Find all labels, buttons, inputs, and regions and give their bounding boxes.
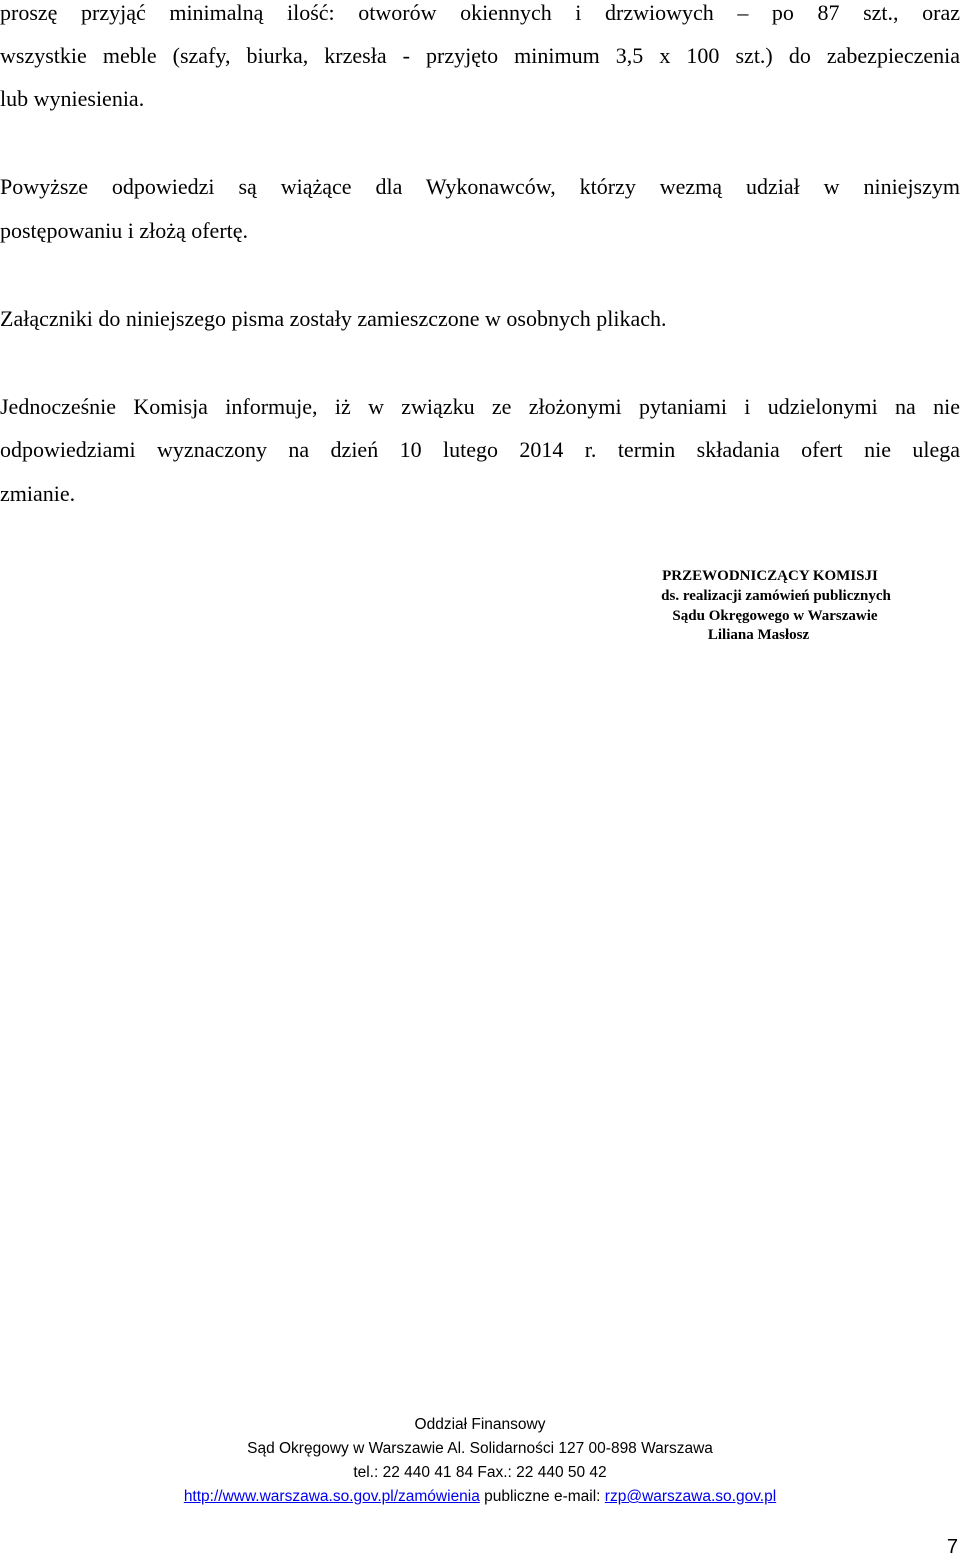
email-link[interactable]: rzp@warszawa.so.gov.pl bbox=[604, 1488, 777, 1505]
body-line: Powyższe odpowiedzi są wiążące dla Wykonawców, którzy wezmą udział w niniejszym bbox=[0, 174, 960, 199]
body-line: wszystkie meble (szafy, biurka, krzesła - przyjęto minimum 3,5 x 100 szt.) do zabezpieczenia bbox=[0, 43, 960, 68]
signature-name: Liliana Masłosz bbox=[707, 627, 810, 643]
body-line: Jednocześnie Komisja informuje, iż w związku ze złożonymi pytaniami i udzielonymi na nie bbox=[0, 394, 960, 419]
footer-contact bbox=[0, 1488, 960, 1506]
footer-department: Oddział Finansowy bbox=[414, 1416, 546, 1433]
body-line: odpowiedziami wyznaczony na dzień 10 lutego 2014 r. termin składania ofert nie ulega bbox=[0, 437, 960, 462]
body-line: postępowaniu i złożą ofertę. bbox=[0, 218, 249, 243]
body-line: zmianie. bbox=[0, 481, 76, 506]
signature-committee: ds. realizacji zamówień publicznych bbox=[661, 588, 891, 604]
body-line: lub wyniesienia. bbox=[0, 86, 145, 111]
footer-phone: tel.: 22 440 41 84 Fax.: 22 440 50 42 bbox=[353, 1464, 607, 1481]
footer-address: Sąd Okręgowy w Warszawie Al. Solidarności 127 00-898 Warszawa bbox=[247, 1440, 713, 1457]
signature-title: PRZEWODNICZĄCY KOMISJI bbox=[662, 568, 878, 584]
body-line: Załączniki do niniejszego pisma zostały zamieszczone w osobnych plikach. bbox=[0, 306, 667, 331]
signature-court: Sądu Okręgowego w Warszawie bbox=[672, 608, 878, 624]
body-line: proszę przyjąć minimalną ilość: otworów okiennych i drzwiowych – po 87 szt., oraz bbox=[0, 0, 960, 25]
footer-contact-text: publiczne e-mail: bbox=[479, 1488, 605, 1505]
website-link[interactable]: http://www.warszawa.so.gov.pl/zamówienia bbox=[183, 1488, 480, 1505]
page-number: 7 bbox=[946, 1536, 958, 1558]
